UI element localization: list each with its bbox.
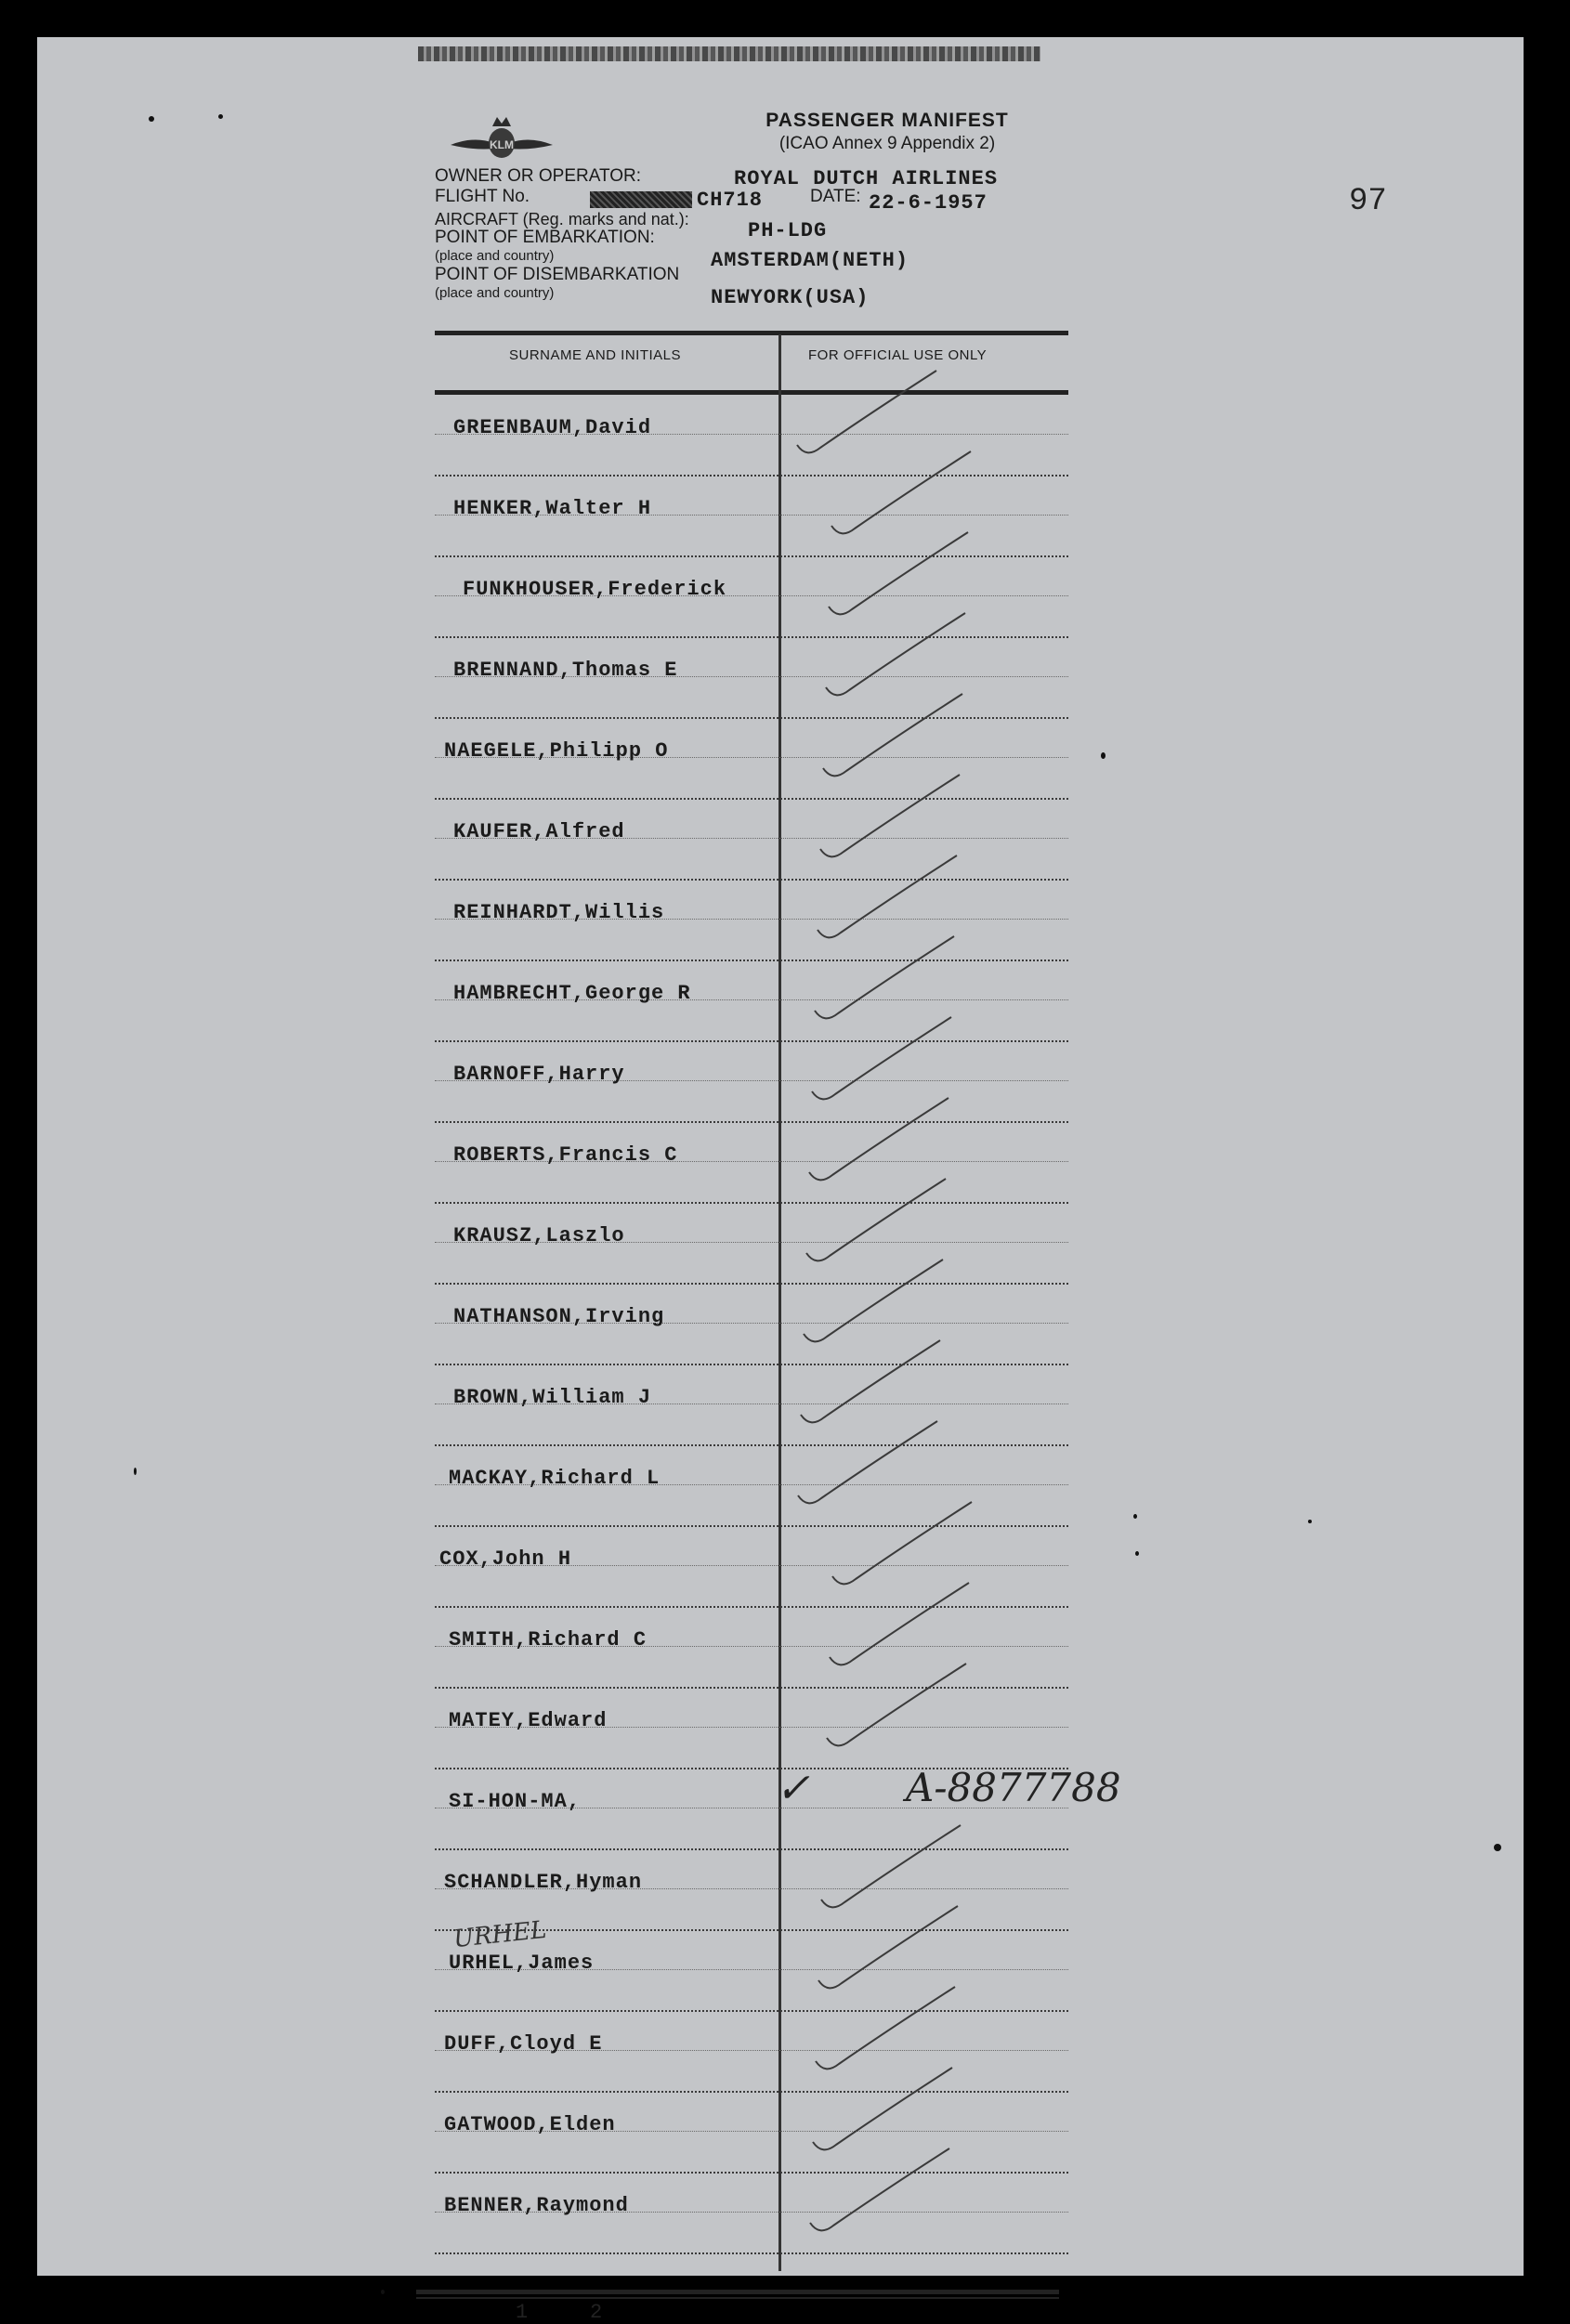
passenger-name: NAEGELE,Philipp O xyxy=(444,739,669,763)
passenger-name: REINHARDT,Willis xyxy=(453,901,665,924)
passenger-name: ROBERTS,Francis C xyxy=(453,1143,678,1167)
passenger-name: GATWOOD,Elden xyxy=(444,2113,616,2136)
disembark-label: POINT OF DISEMBARKATION xyxy=(435,265,680,284)
passenger-name: SI-HON-MA, xyxy=(449,1790,582,1813)
passenger-name: KRAUSZ,Laszlo xyxy=(453,1224,625,1247)
passenger-name: BARNOFF,Harry xyxy=(453,1063,625,1086)
passenger-name: BENNER,Raymond xyxy=(444,2194,629,2217)
check-mark-icon xyxy=(788,2135,983,2246)
passenger-name: BROWN,William J xyxy=(453,1386,652,1409)
aircraft-value: PH-LDG xyxy=(748,219,828,242)
flight-value: CH718 xyxy=(697,189,764,212)
owner-value: ROYAL DUTCH AIRLINES xyxy=(734,167,999,190)
table-top-rule xyxy=(435,331,1068,335)
passenger-name: GREENBAUM,David xyxy=(453,416,652,439)
table-bottom-rule-2 xyxy=(416,2297,1059,2299)
passenger-name: MACKAY,Richard L xyxy=(449,1467,661,1490)
flight-label: FLIGHT No. xyxy=(435,187,530,206)
table-bottom-rule xyxy=(416,2290,1059,2294)
svg-text:KLM: KLM xyxy=(490,138,514,151)
passenger-name: HAMBRECHT,George R xyxy=(453,982,691,1005)
disembark-value: NEWYORK(USA) xyxy=(711,286,870,309)
speck xyxy=(1101,752,1106,759)
owner-label: OWNER OR OPERATOR: xyxy=(435,166,642,186)
footer-number-2: 2 xyxy=(590,2301,603,2324)
embark-value: AMSTERDAM(NETH) xyxy=(711,249,909,272)
passenger-name: COX,John H xyxy=(439,1547,572,1571)
form-subtitle: (ICAO Annex 9 Appendix 2) xyxy=(778,134,996,153)
passenger-name: SCHANDLER,Hyman xyxy=(444,1871,643,1894)
footer-number-1: 1 xyxy=(516,2301,529,2324)
passenger-name: SMITH,Richard C xyxy=(449,1628,648,1652)
struck-text xyxy=(590,191,692,208)
embark-sub: (place and country) xyxy=(435,248,555,264)
urhel-handwritten-note: URHEL xyxy=(451,1915,548,1954)
col-official-header: FOR OFFICIAL USE ONLY xyxy=(808,347,988,363)
speck xyxy=(218,114,223,119)
speck xyxy=(1494,1844,1501,1851)
embark-label: POINT OF EMBARKATION: xyxy=(435,228,655,247)
disembark-sub: (place and country) xyxy=(435,285,555,301)
passenger-row xyxy=(435,1687,1068,1769)
passenger-name: DUFF,Cloyd E xyxy=(444,2032,603,2056)
passenger-name: FUNKHOUSER,Frederick xyxy=(463,578,727,601)
passenger-name: KAUFER,Alfred xyxy=(453,820,625,843)
col-surname-header: SURNAME AND INITIALS xyxy=(509,347,682,363)
passenger-name: URHEL,James xyxy=(449,1952,595,1975)
si-hon-ma-note: A-8877788 xyxy=(906,1765,1121,1810)
passenger-name: NATHANSON,Irving xyxy=(453,1305,665,1328)
passenger-name: MATEY,Edward xyxy=(449,1709,608,1732)
date-label: DATE: xyxy=(810,187,861,206)
date-value: 22-6-1957 xyxy=(869,191,988,215)
speck xyxy=(1135,1551,1139,1556)
form-title: PASSENGER MANIFEST xyxy=(765,110,1009,131)
passenger-row xyxy=(435,2172,1068,2254)
manifest-page xyxy=(37,37,1524,2324)
si-hon-ma-check-icon: ✓ xyxy=(776,1765,810,1812)
speck xyxy=(381,2290,385,2294)
klm-logo-icon xyxy=(446,110,557,175)
aircraft-label: AIRCRAFT (Reg. marks and nat.): xyxy=(435,210,689,228)
check-mark-icon xyxy=(788,1650,983,1761)
passenger-name: HENKER,Walter H xyxy=(453,497,652,520)
speck xyxy=(1133,1514,1137,1519)
page-number: 97 xyxy=(1349,184,1387,219)
speck xyxy=(1308,1520,1312,1523)
torn-edge xyxy=(418,46,1040,61)
speck xyxy=(149,116,154,122)
passenger-name: BRENNAND,Thomas E xyxy=(453,659,678,682)
speck xyxy=(134,1468,137,1475)
